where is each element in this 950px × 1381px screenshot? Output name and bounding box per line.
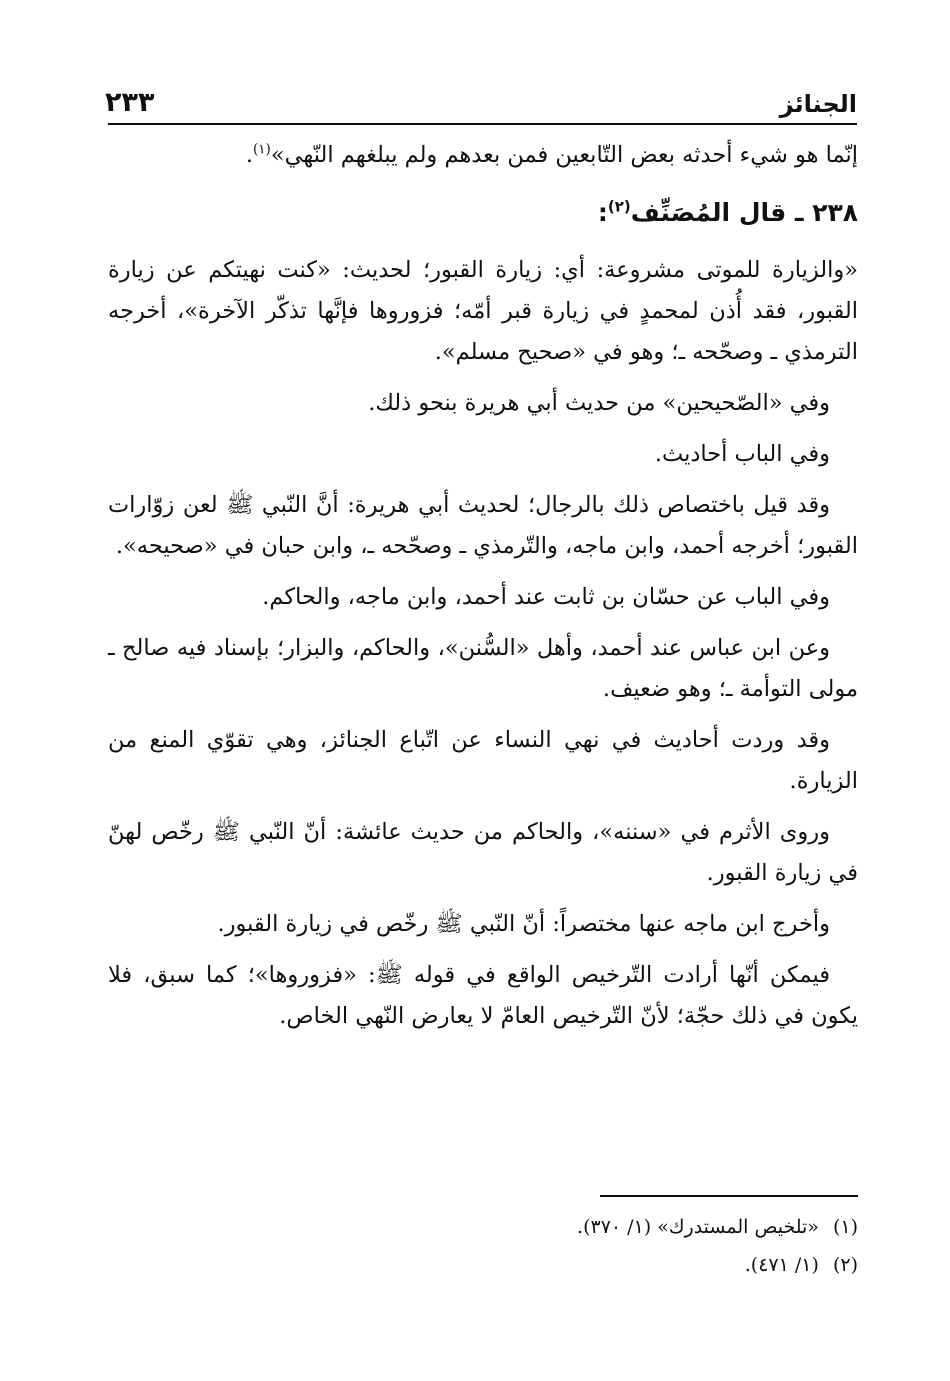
paragraph: وعن ابن عباس عند أحمد، وأهل «السُّنن»، والحاكم، والبزار؛ بإسناد فيه صالح ـ مولى التوأمة ـ؛ وهو ضعيف.: [108, 635, 858, 702]
page-header: [105, 78, 857, 118]
paragraph: وفي الباب أحاديث.: [654, 441, 830, 467]
footnote-text: «تلخيص المستدرك» (١/ ٣٧٠).: [577, 1216, 819, 1238]
page-number: ٢٣٣: [105, 87, 155, 118]
paragraph: وفي «الصّحيحين» من حديث أبي هريرة بنحو ذلك.: [368, 390, 830, 416]
footnote-separator: [600, 1195, 858, 1197]
footnote-text: (١/ ٤٧١).: [744, 1254, 819, 1276]
paragraph: فيمكن أنّها أرادت التّرخيص الواقع في قوله ﷺ: «فزوروها»؛ كما سبق، فلا يكون في ذلك حجّة؛ لأنّ التّرخيص العامّ لا يعارض النّهي الخاص.: [108, 962, 858, 1029]
footnote-number: (٢): [832, 1254, 858, 1276]
heading-text: ٢٣٨ ـ قال المُصَنِّف: [630, 198, 858, 227]
paragraph: وقد وردت أحاديث في نهي النساء عن اتّباع الجنائز، وهي تقوّي المنع من الزيارة.: [108, 727, 858, 794]
punctuation: :: [597, 198, 608, 227]
footnotes: [108, 1208, 858, 1284]
punctuation: .: [245, 142, 253, 168]
footnote-number: (١): [832, 1216, 858, 1238]
footnote-ref: (٢): [607, 197, 631, 216]
paragraph: وأخرج ابن ماجه عنها مختصراً: أنّ النّبي ﷺ رخّص في زيارة القبور.: [217, 911, 830, 937]
footnote: [108, 1246, 858, 1284]
paragraph: «والزيارة للموتى مشروعة: أي: زيارة القبور؛ لحديث: «كنت نهيتكم عن زيارة القبور، فقد أُذن لمحمدٍ في زيارة قبر أمّه؛ فزوروها فإنَّها تذكّر الآخرة»، أخرجه الترمذي ـ وصحّحه ـ؛ وهو في «صحيح مسلم».: [108, 257, 858, 365]
footnote-ref: (١): [252, 141, 271, 158]
header-rule: [108, 123, 857, 125]
footnote: [108, 1208, 858, 1246]
main-text: [108, 135, 858, 1047]
section-heading: [108, 190, 858, 236]
paragraph: وقد قيل باختصاص ذلك بالرجال؛ لحديث أبي هريرة: أنَّ النّبي ﷺ لعن زوّارات القبور؛ أخرجه أحمد، وابن ماجه، والتّرمذي ـ وصحّحه ـ، وابن حبان في «صحيحه».: [108, 492, 858, 559]
paragraph: وروى الأثرم في «سننه»، والحاكم من حديث عائشة: أنّ النّبي ﷺ رخّص لهنّ في زيارة القبور.: [108, 819, 858, 886]
continuation-paragraph: [108, 135, 858, 176]
paragraph-text: إنّما هو شيء أحدثه بعض التّابعين فمن بعدهم ولم يبلغهم النّهي»: [270, 142, 858, 168]
running-head: الجنائز: [779, 90, 857, 118]
paragraph: وفي الباب عن حسّان بن ثابت عند أحمد، وابن ماجه، والحاكم.: [262, 584, 830, 610]
